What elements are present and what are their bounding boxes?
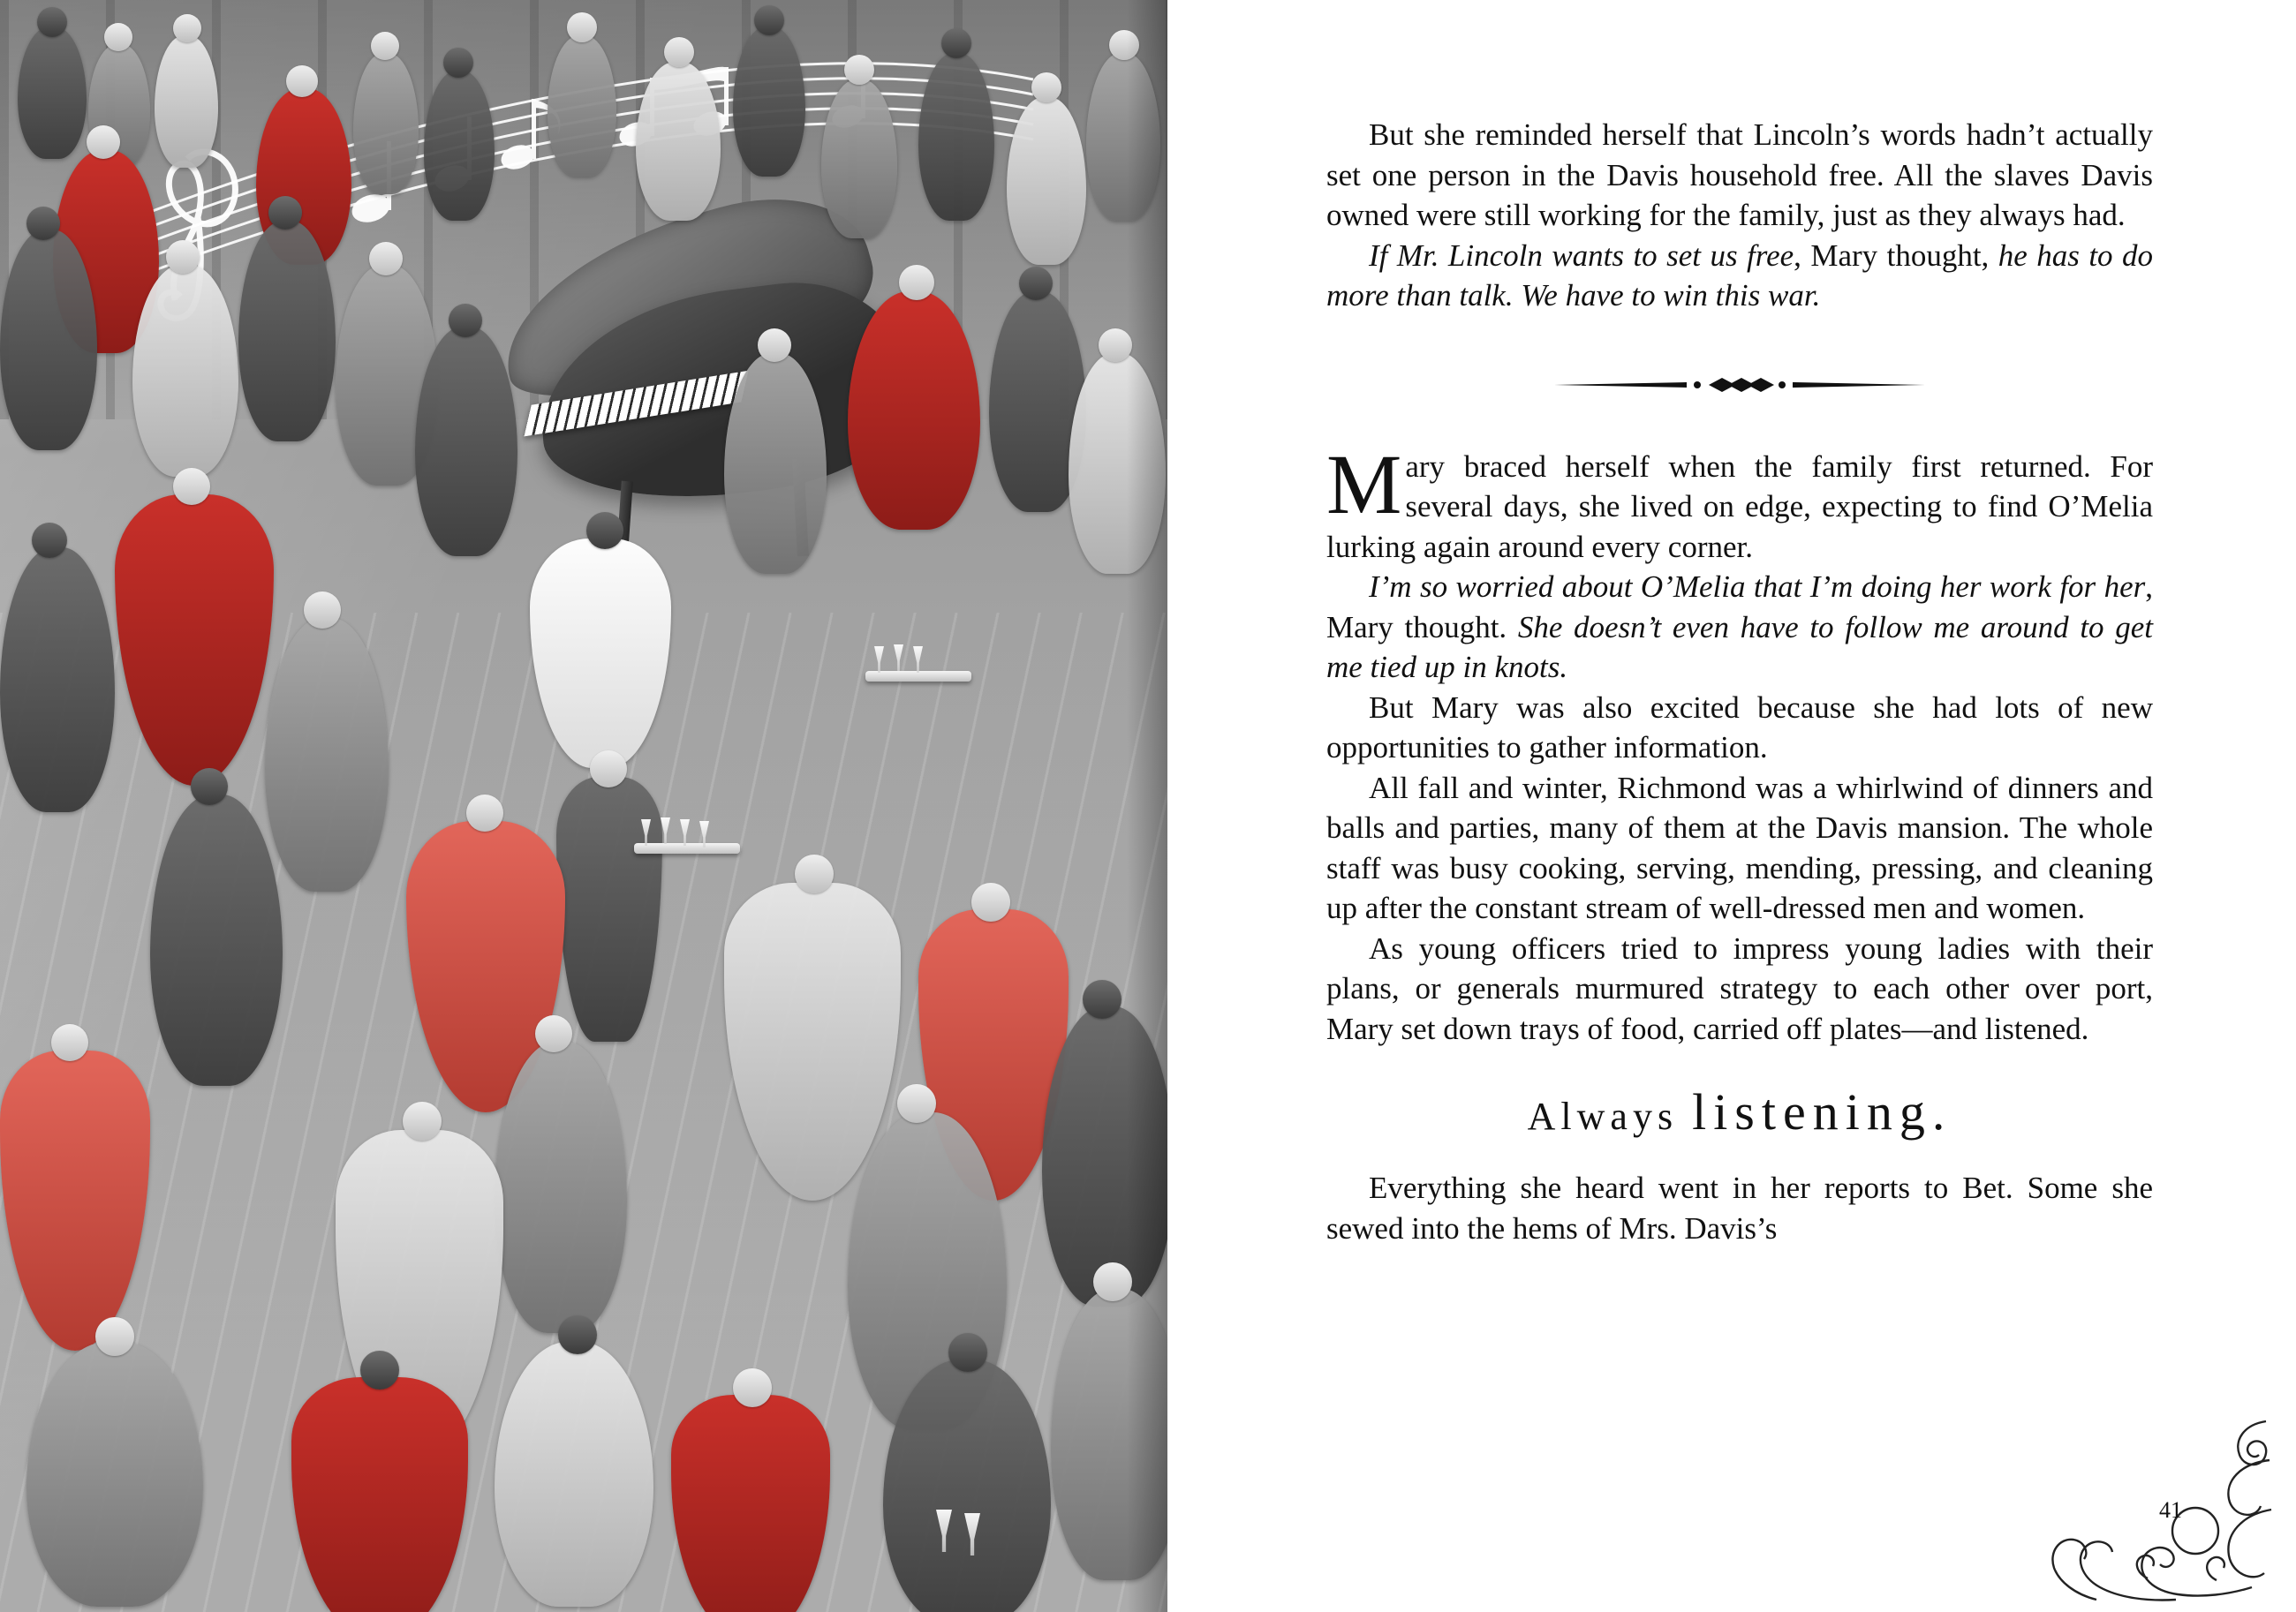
- figure: [155, 35, 218, 168]
- figure-head: [166, 240, 200, 274]
- figure-red-gown: [115, 494, 274, 786]
- figure: [495, 1042, 627, 1333]
- figure-head: [1031, 72, 1061, 102]
- figure-head: [754, 5, 784, 35]
- thought-phrase: If Mr. Lincoln wants to set us free: [1369, 237, 1794, 273]
- paragraph: All fall and winter, Richmond was a whirlwind of dinners and balls and parties, many of them at the Davis mansion. The whole staff was busy cooking, serving, mending, pressing, and cleaning up after the constant stream of well-dressed men and women.: [1326, 770, 2153, 925]
- figure-head: [590, 750, 627, 787]
- figure-head: [104, 23, 132, 51]
- gutter-shadow: [1127, 0, 1167, 1612]
- figure: [724, 353, 827, 574]
- figure: [265, 618, 389, 892]
- drop-cap-letter: M: [1326, 436, 1402, 531]
- figure-head: [758, 328, 791, 362]
- paragraph-with-dropcap: [1326, 436, 2153, 568]
- figure-head: [37, 7, 67, 37]
- paragraph-text: ary braced herself when the family first returned. For several days, she lived on edge, expecting to find O’Melia lurking again around every corner.: [1326, 448, 2153, 564]
- figure-head: [664, 37, 694, 67]
- figure-head: [1083, 980, 1122, 1019]
- figure: [0, 547, 115, 812]
- figure-head: [586, 512, 623, 549]
- figure-red-gown: [848, 291, 980, 530]
- figure-head: [948, 1333, 987, 1372]
- figure-head: [443, 48, 473, 78]
- figure: [821, 79, 897, 238]
- figure-head: [286, 65, 318, 97]
- figure: [495, 1342, 653, 1607]
- figure: [353, 53, 419, 194]
- wine-glass: [680, 819, 690, 846]
- figure-head: [191, 768, 228, 805]
- figure: [733, 26, 805, 177]
- figure-head: [971, 883, 1010, 922]
- wine-glass: [894, 644, 903, 671]
- figure-head: [95, 1317, 134, 1356]
- figure-head: [897, 1084, 936, 1123]
- attribution: , Mary thought.: [1326, 569, 2153, 644]
- figure-head: [733, 1368, 772, 1407]
- serving-tray: [634, 843, 740, 854]
- figure: [424, 71, 495, 221]
- figure-head: [535, 1015, 572, 1052]
- figure-head: [567, 12, 597, 42]
- wine-glass: [913, 646, 923, 673]
- figure-head: [173, 468, 210, 505]
- attribution: , Mary thought,: [1794, 237, 1998, 273]
- wine-glass: [874, 646, 884, 673]
- text-page: [1167, 0, 2296, 1612]
- figure-head: [360, 1351, 399, 1390]
- figure-head: [558, 1315, 597, 1354]
- display-word-listening: listening.: [1692, 1083, 1952, 1141]
- thought-phrase: he has to do more than talk. We have to win this war.: [1326, 237, 2153, 313]
- figure: [918, 53, 994, 221]
- figure-servant: [556, 777, 662, 1042]
- figure: [26, 1342, 203, 1607]
- figure-white-gown: [530, 539, 671, 768]
- figure-head: [371, 32, 399, 60]
- thought-phrase: I’m so worried about O’Melia that I’m doing her work for her: [1369, 569, 2146, 604]
- figure-head: [403, 1102, 442, 1141]
- figure: [883, 1360, 1051, 1612]
- figure-red-gown: [291, 1377, 468, 1612]
- figure-head: [466, 795, 503, 832]
- figure: [1007, 97, 1086, 265]
- figure-red-gown: [671, 1395, 830, 1612]
- figure-head: [51, 1024, 88, 1061]
- figure: [132, 265, 238, 477]
- figure: [548, 35, 616, 177]
- paragraph: As young officers tried to impress young ladies with their plans, or generals murmured strategy to each other over port, Mary set down trays of food, carried off plates—and listened.: [1326, 930, 2153, 1046]
- figure-head: [369, 242, 403, 275]
- figure-head: [268, 196, 302, 230]
- figure-head: [941, 28, 971, 58]
- figure: [238, 221, 336, 441]
- figure-head: [899, 265, 934, 300]
- figure-head: [449, 304, 482, 337]
- figure: [0, 230, 97, 450]
- figure: [636, 62, 721, 221]
- figure-head: [87, 125, 120, 159]
- figure: [150, 795, 283, 1086]
- body-text-column: [1326, 115, 2153, 1248]
- figure: [415, 327, 517, 556]
- paragraph: Everything she heard went in her reports to Bet. Some she sewed into the hems of Mrs. Davis’s: [1326, 1171, 2153, 1246]
- display-word-always: Always: [1527, 1095, 1679, 1138]
- figure: [18, 26, 87, 159]
- page-number-ornament: [2043, 1418, 2273, 1603]
- figure-head: [32, 523, 67, 558]
- figure-head: [844, 55, 874, 85]
- figure-head: [304, 591, 341, 629]
- figure-head: [173, 14, 201, 42]
- figure-coral-gown: [0, 1051, 150, 1351]
- page-number: 41: [2159, 1497, 2182, 1523]
- paragraph-thought: [1326, 567, 2153, 688]
- section-divider-ornament: [1326, 350, 2153, 420]
- figure-head: [1019, 267, 1053, 300]
- thought-phrase: She doesn’t even have to follow me around to get me tied up in knots.: [1326, 609, 2153, 684]
- paragraph: But Mary was also excited because she had lots of new opportunities to gather information.: [1326, 689, 2153, 765]
- paragraph: But she reminded herself that Lincoln’s words hadn’t actually set one person in the Davis household free. All the slaves Davis owned were still working for the family, just as they always had.: [1326, 117, 2153, 232]
- figure-head: [795, 855, 834, 893]
- figure-head: [26, 207, 60, 240]
- display-line: [1326, 1079, 2153, 1145]
- paragraph-thought: [1326, 236, 2153, 316]
